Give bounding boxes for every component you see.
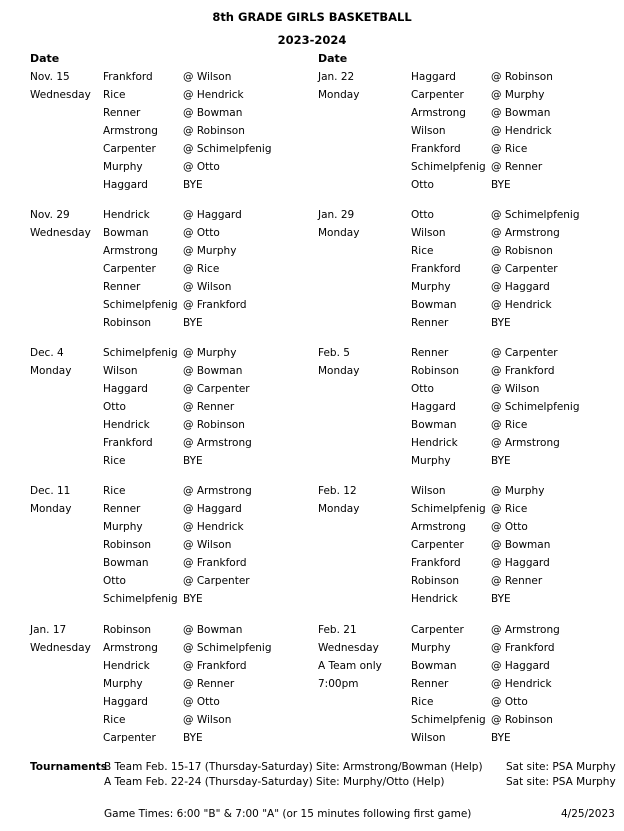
home-team: Hendrick: [103, 660, 150, 672]
home-team: Renner: [411, 347, 449, 359]
opponent: @ Hendrick: [491, 299, 552, 311]
opponent: @ Murphy: [183, 245, 237, 257]
opponent: @ Haggard: [183, 503, 242, 515]
home-team: Schimelpfenig: [103, 593, 178, 605]
home-team: Bowman: [411, 299, 457, 311]
date-header-left: Date: [30, 52, 60, 65]
tournaments-label: Tournaments: [30, 761, 108, 773]
opponent: @ Robinson: [491, 714, 553, 726]
home-team: Haggard: [103, 179, 148, 191]
home-team: Schimelpfenig: [411, 714, 486, 726]
home-team: Bowman: [103, 227, 149, 239]
game-day: Wednesday: [30, 227, 91, 239]
game-date: Feb. 21: [318, 624, 357, 636]
game-date: Dec. 4: [30, 347, 64, 359]
home-team: Murphy: [103, 161, 143, 173]
game-day: Monday: [318, 503, 360, 515]
game-date: Jan. 17: [30, 624, 67, 636]
opponent: @ Robisnon: [491, 245, 553, 257]
game-date: Nov. 29: [30, 209, 70, 221]
opponent: @ Schimelpfenig: [491, 401, 580, 413]
home-team: Rice: [103, 485, 126, 497]
opponent: @ Haggard: [183, 209, 242, 221]
home-team: Renner: [103, 107, 141, 119]
opponent: BYE: [183, 317, 203, 329]
home-team: Murphy: [103, 678, 143, 690]
a-team-sat-site: Sat site: PSA Murphy: [506, 776, 616, 788]
opponent: @ Robinson: [491, 71, 553, 83]
home-team: Bowman: [411, 660, 457, 672]
opponent: @ Bowman: [491, 539, 551, 551]
home-team: Carpenter: [103, 732, 156, 744]
opponent: @ Frankford: [491, 365, 555, 377]
opponent: @ Hendrick: [491, 678, 552, 690]
opponent: @ Rice: [183, 263, 220, 275]
home-team: Rice: [411, 245, 434, 257]
opponent: BYE: [491, 593, 511, 605]
home-team: Armstrong: [103, 125, 158, 137]
home-team: Carpenter: [411, 539, 464, 551]
home-team: Haggard: [103, 383, 148, 395]
opponent: @ Murphy: [183, 347, 237, 359]
home-team: Renner: [411, 678, 449, 690]
home-team: Frankford: [103, 71, 153, 83]
home-team: Robinson: [103, 539, 152, 551]
home-team: Renner: [411, 317, 449, 329]
opponent: BYE: [491, 455, 511, 467]
home-team: Hendrick: [103, 209, 150, 221]
opponent: @ Haggard: [491, 557, 550, 569]
opponent: @ Schimelpfenig: [183, 642, 272, 654]
home-team: Frankford: [103, 437, 153, 449]
home-team: Otto: [411, 383, 434, 395]
opponent: @ Frankford: [491, 642, 555, 654]
opponent: @ Otto: [491, 521, 528, 533]
game-day: Monday: [318, 365, 360, 377]
a-team-tournament: A Team Feb. 22-24 (Thursday-Saturday) Site: Murphy/Otto (Help): [104, 776, 445, 788]
opponent: @ Otto: [491, 696, 528, 708]
opponent: @ Frankford: [183, 299, 247, 311]
home-team: Robinson: [411, 575, 460, 587]
home-team: Wilson: [411, 125, 446, 137]
home-team: Murphy: [103, 521, 143, 533]
opponent: @ Hendrick: [491, 125, 552, 137]
home-team: Bowman: [411, 419, 457, 431]
opponent: @ Armstrong: [491, 227, 560, 239]
opponent: @ Armstrong: [491, 437, 560, 449]
season-label: 2023-2024: [277, 33, 347, 47]
home-team: Frankford: [411, 143, 461, 155]
opponent: @ Frankford: [183, 557, 247, 569]
home-team: Schimelpfenig: [103, 347, 178, 359]
opponent: @ Carpenter: [491, 263, 558, 275]
game-note: 7:00pm: [318, 678, 359, 690]
game-date: Dec. 11: [30, 485, 71, 497]
opponent: @ Murphy: [491, 89, 545, 101]
opponent: @ Bowman: [183, 624, 243, 636]
revision-date: 4/25/2023: [561, 808, 615, 820]
opponent: BYE: [491, 732, 511, 744]
game-day: Monday: [318, 89, 360, 101]
opponent: BYE: [491, 179, 511, 191]
home-team: Wilson: [411, 485, 446, 497]
opponent: @ Rice: [491, 503, 528, 515]
opponent: @ Renner: [183, 401, 235, 413]
opponent: @ Wilson: [183, 539, 232, 551]
home-team: Rice: [411, 696, 434, 708]
home-team: Wilson: [411, 732, 446, 744]
game-date: Jan. 22: [318, 71, 355, 83]
home-team: Hendrick: [411, 593, 458, 605]
opponent: @ Bowman: [491, 107, 551, 119]
home-team: Armstrong: [103, 642, 158, 654]
opponent: @ Armstrong: [183, 485, 252, 497]
opponent: BYE: [183, 593, 203, 605]
game-day: Monday: [30, 365, 72, 377]
home-team: Hendrick: [103, 419, 150, 431]
opponent: @ Otto: [183, 161, 220, 173]
home-team: Otto: [411, 209, 434, 221]
home-team: Frankford: [411, 557, 461, 569]
home-team: Haggard: [103, 696, 148, 708]
opponent: @ Schimelpfenig: [491, 209, 580, 221]
game-note: A Team only: [318, 660, 382, 672]
opponent: @ Carpenter: [491, 347, 558, 359]
b-team-sat-site: Sat site: PSA Murphy: [506, 761, 616, 773]
home-team: Armstrong: [411, 521, 466, 533]
home-team: Schimelpfenig: [103, 299, 178, 311]
home-team: Otto: [103, 575, 126, 587]
opponent: @ Hendrick: [183, 521, 244, 533]
opponent: @ Otto: [183, 227, 220, 239]
opponent: @ Frankford: [183, 660, 247, 672]
home-team: Wilson: [411, 227, 446, 239]
game-day: Wednesday: [30, 89, 91, 101]
opponent: @ Bowman: [183, 107, 243, 119]
game-day: Monday: [318, 227, 360, 239]
opponent: @ Schimelpfenig: [183, 143, 272, 155]
home-team: Rice: [103, 89, 126, 101]
game-date: Nov. 15: [30, 71, 70, 83]
home-team: Carpenter: [411, 89, 464, 101]
game-date: Feb. 12: [318, 485, 357, 497]
opponent: @ Wilson: [491, 383, 540, 395]
opponent: @ Hendrick: [183, 89, 244, 101]
game-day: Wednesday: [318, 642, 379, 654]
opponent: BYE: [183, 732, 203, 744]
home-team: Renner: [103, 503, 141, 515]
opponent: BYE: [491, 317, 511, 329]
opponent: @ Renner: [183, 678, 235, 690]
opponent: @ Haggard: [491, 660, 550, 672]
home-team: Carpenter: [103, 143, 156, 155]
home-team: Haggard: [411, 71, 456, 83]
game-day: Wednesday: [30, 642, 91, 654]
page-title: 8th GRADE GIRLS BASKETBALL: [212, 10, 412, 24]
home-team: Otto: [411, 179, 434, 191]
home-team: Murphy: [411, 281, 451, 293]
home-team: Schimelpfenig: [411, 161, 486, 173]
home-team: Haggard: [411, 401, 456, 413]
game-times: Game Times: 6:00 "B" & 7:00 "A" (or 15 minutes following first game): [104, 808, 472, 820]
date-header-right: Date: [318, 52, 348, 65]
opponent: @ Murphy: [491, 485, 545, 497]
game-date: Feb. 5: [318, 347, 350, 359]
home-team: Robinson: [103, 317, 152, 329]
opponent: BYE: [183, 179, 203, 191]
home-team: Wilson: [103, 365, 138, 377]
home-team: Armstrong: [411, 107, 466, 119]
home-team: Otto: [103, 401, 126, 413]
home-team: Bowman: [103, 557, 149, 569]
opponent: @ Armstrong: [183, 437, 252, 449]
game-date: Jan. 29: [318, 209, 355, 221]
opponent: @ Armstrong: [491, 624, 560, 636]
opponent: @ Carpenter: [183, 383, 250, 395]
home-team: Carpenter: [103, 263, 156, 275]
home-team: Armstrong: [103, 245, 158, 257]
home-team: Hendrick: [411, 437, 458, 449]
opponent: @ Renner: [491, 575, 543, 587]
home-team: Rice: [103, 455, 126, 467]
b-team-tournament: B Team Feb. 15-17 (Thursday-Saturday) Site: Armstrong/Bowman (Help): [104, 761, 483, 773]
opponent: @ Wilson: [183, 281, 232, 293]
home-team: Murphy: [411, 455, 451, 467]
home-team: Robinson: [103, 624, 152, 636]
opponent: @ Carpenter: [183, 575, 250, 587]
opponent: @ Haggard: [491, 281, 550, 293]
opponent: @ Robinson: [183, 125, 245, 137]
opponent: BYE: [183, 455, 203, 467]
opponent: @ Rice: [491, 419, 528, 431]
opponent: @ Wilson: [183, 714, 232, 726]
home-team: Frankford: [411, 263, 461, 275]
home-team: Carpenter: [411, 624, 464, 636]
home-team: Robinson: [411, 365, 460, 377]
home-team: Schimelpfenig: [411, 503, 486, 515]
opponent: @ Renner: [491, 161, 543, 173]
opponent: @ Wilson: [183, 71, 232, 83]
home-team: Renner: [103, 281, 141, 293]
opponent: @ Otto: [183, 696, 220, 708]
game-day: Monday: [30, 503, 72, 515]
home-team: Rice: [103, 714, 126, 726]
opponent: @ Bowman: [183, 365, 243, 377]
opponent: @ Rice: [491, 143, 528, 155]
home-team: Murphy: [411, 642, 451, 654]
opponent: @ Robinson: [183, 419, 245, 431]
